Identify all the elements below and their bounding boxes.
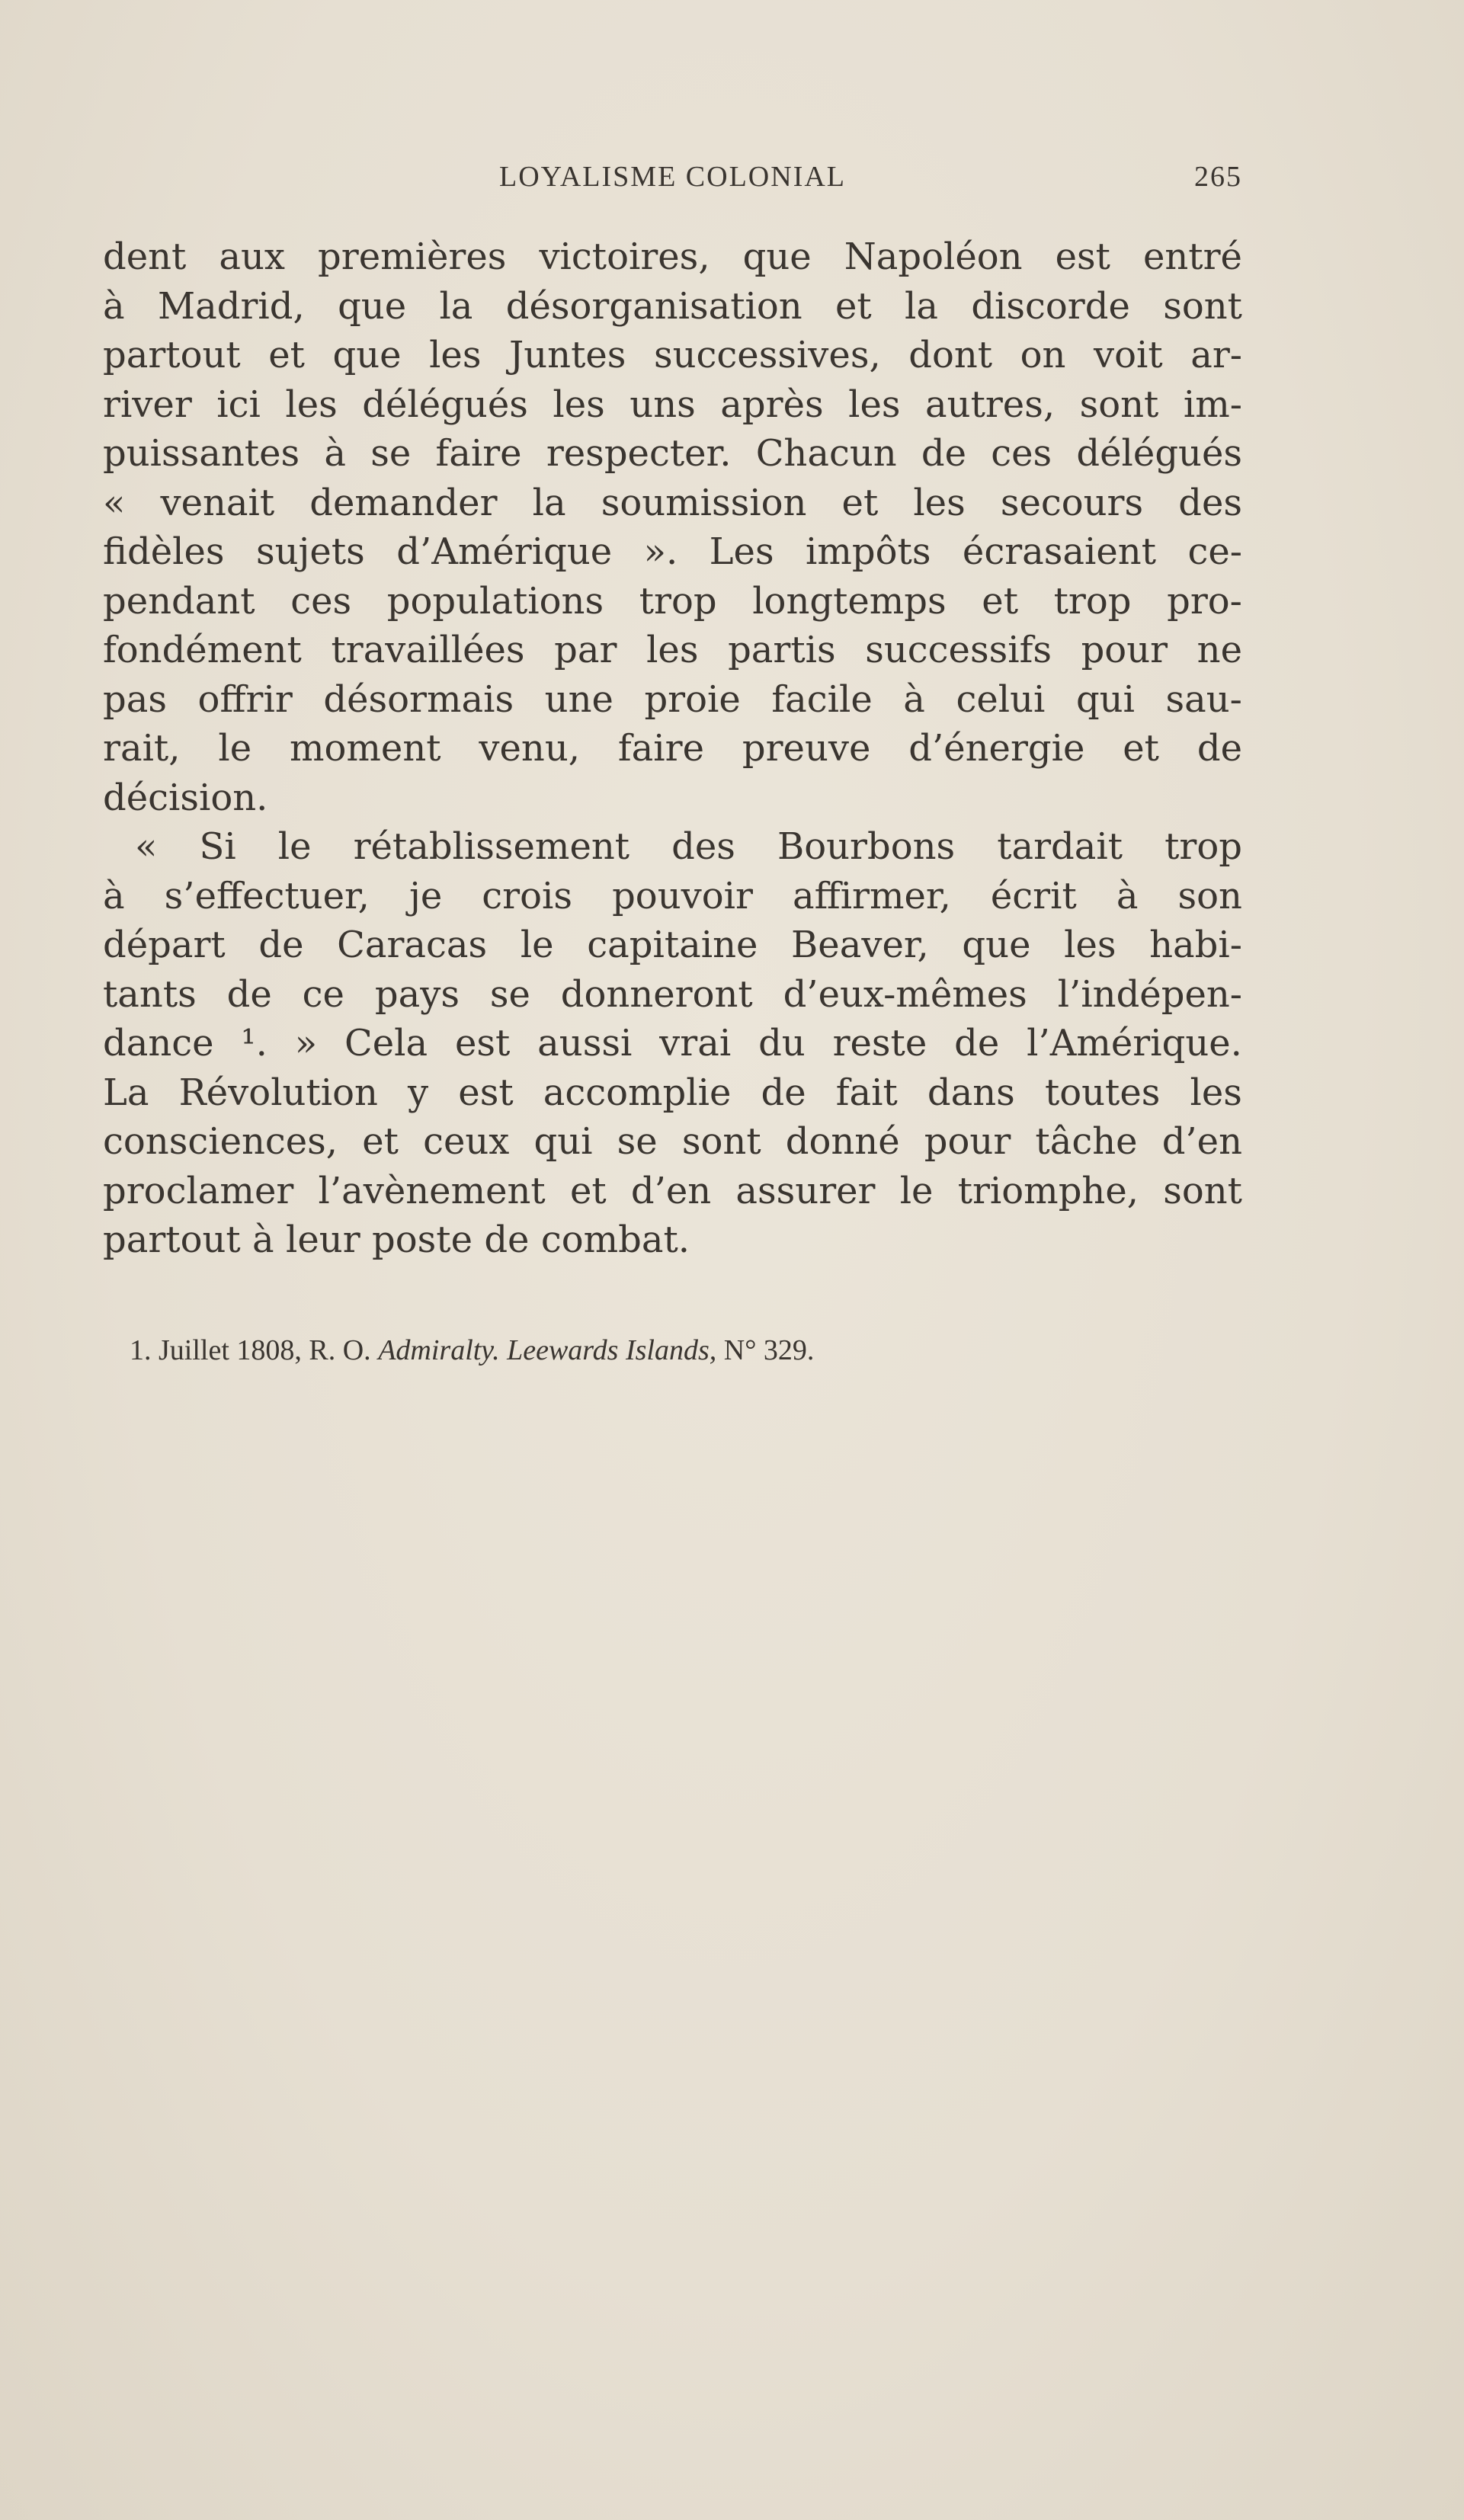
word: leur: [286, 1218, 360, 1261]
word: le: [218, 727, 252, 770]
word: entré: [1142, 235, 1242, 278]
word: faire: [617, 727, 704, 770]
word: d’en: [630, 1169, 712, 1212]
word: facile: [771, 677, 873, 721]
footnote-text: Juillet 1808, R. O.: [159, 1334, 371, 1366]
word: les: [913, 481, 966, 524]
word: que: [338, 284, 407, 328]
word: «: [103, 481, 126, 524]
word: aussi: [537, 1022, 633, 1065]
word: Révolution: [178, 1071, 378, 1114]
word: longtemps: [752, 579, 947, 623]
word: délégués: [362, 383, 528, 426]
word: ar-: [1190, 334, 1242, 376]
word: de: [1197, 727, 1242, 770]
word: offrir: [197, 677, 293, 721]
text-line: [103, 1167, 1242, 1216]
word: celui: [956, 677, 1046, 721]
word: est: [458, 1071, 514, 1114]
word: la: [439, 284, 473, 328]
body-text: [103, 232, 1242, 1265]
text-line: [103, 331, 1242, 380]
word: uns: [629, 383, 696, 426]
text-line: [103, 577, 1242, 626]
word: par: [554, 629, 617, 671]
word: respecter.: [546, 432, 732, 475]
word: preuve: [742, 727, 871, 770]
word: Les: [709, 530, 774, 573]
word: dance: [103, 1022, 214, 1065]
text-line: [103, 1019, 1242, 1068]
word: les: [1190, 1071, 1242, 1114]
word: son: [1177, 874, 1242, 917]
word: départ: [103, 924, 226, 966]
word: dent: [103, 235, 187, 278]
word: et: [362, 1120, 399, 1163]
word: premières: [318, 235, 507, 278]
word: fidèles: [103, 530, 225, 573]
word: est: [1055, 235, 1110, 278]
word: les: [553, 383, 605, 426]
word: impôts: [806, 530, 931, 573]
word: im-: [1183, 383, 1242, 426]
footnote-ref: N° 329.: [723, 1334, 815, 1366]
word: pro-: [1167, 579, 1242, 623]
text-line: [103, 822, 1242, 872]
word: l’Amérique.: [1027, 1022, 1242, 1065]
word: délégués: [1076, 432, 1242, 475]
word: que: [742, 235, 812, 278]
word: rétablissement: [353, 825, 630, 868]
word: autres,: [925, 383, 1056, 426]
word: la: [532, 481, 566, 524]
word: une: [544, 677, 613, 721]
word: dans: [927, 1071, 1015, 1114]
word: voit: [1094, 334, 1163, 376]
word: à: [903, 677, 925, 721]
word: les: [646, 629, 699, 671]
word: ici: [216, 383, 261, 426]
word: fait: [835, 1071, 898, 1114]
word: consciences,: [103, 1120, 338, 1163]
word: de: [226, 972, 272, 1016]
word: à: [252, 1218, 274, 1261]
word: Caracas: [337, 924, 488, 966]
word: toutes: [1044, 1071, 1161, 1114]
word: les: [1064, 924, 1116, 966]
word: reste: [832, 1022, 927, 1065]
word: combat.: [540, 1218, 690, 1261]
word: l’avènement: [318, 1169, 546, 1212]
word: et: [268, 334, 305, 376]
word: successifs: [865, 629, 1052, 671]
word: demander: [309, 481, 498, 524]
word: partout: [103, 334, 241, 376]
word: et: [1123, 727, 1159, 770]
footnote-italic: Admiralty. Leewards Islands,: [378, 1334, 717, 1366]
word: dont: [908, 334, 993, 376]
word: d’eux-mêmes: [783, 972, 1027, 1016]
word: donné: [785, 1120, 900, 1163]
word: d’énergie: [908, 727, 1085, 770]
word: de: [761, 1071, 806, 1114]
word: ces: [991, 432, 1052, 475]
word: ce: [302, 972, 344, 1016]
word: rait,: [103, 727, 181, 770]
word: puissantes: [103, 432, 300, 475]
footnote: [130, 1334, 1242, 1367]
word: le: [520, 924, 554, 966]
text-line: [103, 872, 1242, 921]
text-line: [103, 1215, 1242, 1265]
word: venait: [160, 481, 275, 524]
word: le: [277, 825, 312, 868]
word: du: [758, 1022, 806, 1065]
footnote-number: 1.: [130, 1334, 152, 1366]
word: sont: [1163, 1169, 1242, 1212]
text-line: [103, 970, 1242, 1020]
word: triomphe,: [957, 1169, 1139, 1212]
word: et: [569, 1169, 607, 1212]
word: les: [429, 334, 482, 376]
word: trop: [1164, 825, 1242, 868]
word: accomplie: [543, 1071, 732, 1114]
word: habi-: [1149, 924, 1242, 966]
word: les: [848, 383, 901, 426]
running-title: LOYALISME COLONIAL: [498, 161, 847, 193]
word: des: [1178, 481, 1242, 524]
word: Beaver,: [791, 924, 929, 966]
word: de: [484, 1218, 530, 1261]
word: pays: [374, 972, 460, 1016]
word: s’effectuer,: [164, 874, 370, 917]
word: secours: [1000, 481, 1144, 524]
text-line: [103, 479, 1242, 528]
word: ¹.: [241, 1022, 267, 1065]
word: capitaine: [587, 924, 758, 966]
word: ».: [643, 530, 678, 573]
word: ce-: [1187, 530, 1242, 573]
text-line: [103, 380, 1242, 430]
word: pas: [103, 677, 167, 721]
word: se: [489, 972, 530, 1016]
word: à: [103, 284, 125, 328]
word: écrasaient: [962, 530, 1156, 573]
word: «: [135, 825, 158, 868]
word: Chacun: [755, 432, 897, 475]
word: venu,: [479, 727, 581, 770]
word: pour: [924, 1120, 1011, 1163]
text-line: [103, 675, 1242, 725]
word: les: [285, 383, 338, 426]
word: sau-: [1165, 677, 1242, 721]
word: décision.: [103, 776, 268, 819]
word: pendant: [103, 579, 255, 623]
word: de: [921, 432, 967, 475]
text-line: [103, 232, 1242, 282]
word: travaillées: [331, 629, 525, 671]
word: ceux: [423, 1120, 510, 1163]
word: assurer: [735, 1169, 876, 1212]
word: la: [905, 284, 938, 328]
word: l’indépen-: [1057, 972, 1242, 1016]
word: partout: [103, 1218, 241, 1261]
word: crois: [482, 874, 573, 917]
word: victoires,: [539, 235, 710, 278]
word: pouvoir: [612, 874, 753, 917]
page-header: [103, 160, 1242, 203]
word: je: [408, 874, 443, 917]
word: de: [954, 1022, 1000, 1065]
word: le: [899, 1169, 934, 1212]
text-line: [103, 724, 1242, 773]
word: on: [1020, 334, 1066, 376]
word: tâche: [1035, 1120, 1138, 1163]
word: à: [1116, 874, 1139, 917]
word: proclamer: [103, 1169, 294, 1212]
word: tants: [103, 972, 197, 1016]
text-line: [103, 429, 1242, 479]
word: de: [258, 924, 304, 966]
word: ces: [290, 579, 352, 623]
page-number: 265: [1194, 161, 1242, 193]
word: Juntes: [509, 334, 626, 376]
word: tardait: [997, 825, 1123, 868]
word: et: [841, 481, 879, 524]
word: à: [103, 874, 125, 917]
word: Madrid,: [157, 284, 305, 328]
word: pour: [1081, 629, 1168, 671]
text-line: [103, 921, 1242, 970]
word: sont: [681, 1120, 761, 1163]
word: populations: [386, 579, 604, 623]
word: faire: [435, 432, 522, 475]
word: écrit: [990, 874, 1077, 917]
word: est: [454, 1022, 511, 1065]
word: Si: [199, 825, 236, 868]
word: que: [332, 334, 402, 376]
text-line: [103, 282, 1242, 331]
word: Bourbons: [777, 825, 956, 868]
word: et: [982, 579, 1018, 623]
word: des: [671, 825, 735, 868]
word: sujets: [256, 530, 365, 573]
word: moment: [289, 727, 441, 770]
word: vrai: [659, 1022, 732, 1065]
word: à: [324, 432, 346, 475]
word: trop: [1053, 579, 1132, 623]
word: fondément: [103, 629, 302, 671]
word: ne: [1197, 629, 1242, 671]
text-line: [103, 1117, 1242, 1167]
word: »: [294, 1022, 318, 1065]
word: partis: [728, 629, 836, 671]
word: sont: [1163, 284, 1242, 328]
word: Napoléon: [844, 235, 1023, 278]
text-line: [103, 773, 1242, 823]
word: aux: [219, 235, 285, 278]
word: désormais: [323, 677, 514, 721]
word: se: [370, 432, 412, 475]
word: y: [408, 1071, 429, 1114]
word: affirmer,: [792, 874, 951, 917]
word: après: [720, 383, 824, 426]
word: successives,: [653, 334, 881, 376]
word: La: [103, 1071, 149, 1114]
text-line: [103, 1068, 1242, 1118]
text-line: [103, 626, 1242, 675]
word: discorde: [971, 284, 1130, 328]
word: donneront: [560, 972, 753, 1016]
word: d’Amérique: [396, 530, 613, 573]
word: que: [962, 924, 1031, 966]
word: poste: [372, 1218, 473, 1261]
text-line: [103, 527, 1242, 577]
word: sont: [1079, 383, 1159, 426]
word: d’en: [1161, 1120, 1242, 1163]
word: qui: [533, 1120, 593, 1163]
word: et: [835, 284, 872, 328]
word: proie: [644, 677, 741, 721]
word: Cela: [344, 1022, 428, 1065]
word: river: [103, 383, 192, 426]
word: trop: [639, 579, 717, 623]
word: qui: [1075, 677, 1135, 721]
word: soumission: [601, 481, 807, 524]
word: se: [617, 1120, 658, 1163]
word: désorganisation: [505, 284, 802, 328]
